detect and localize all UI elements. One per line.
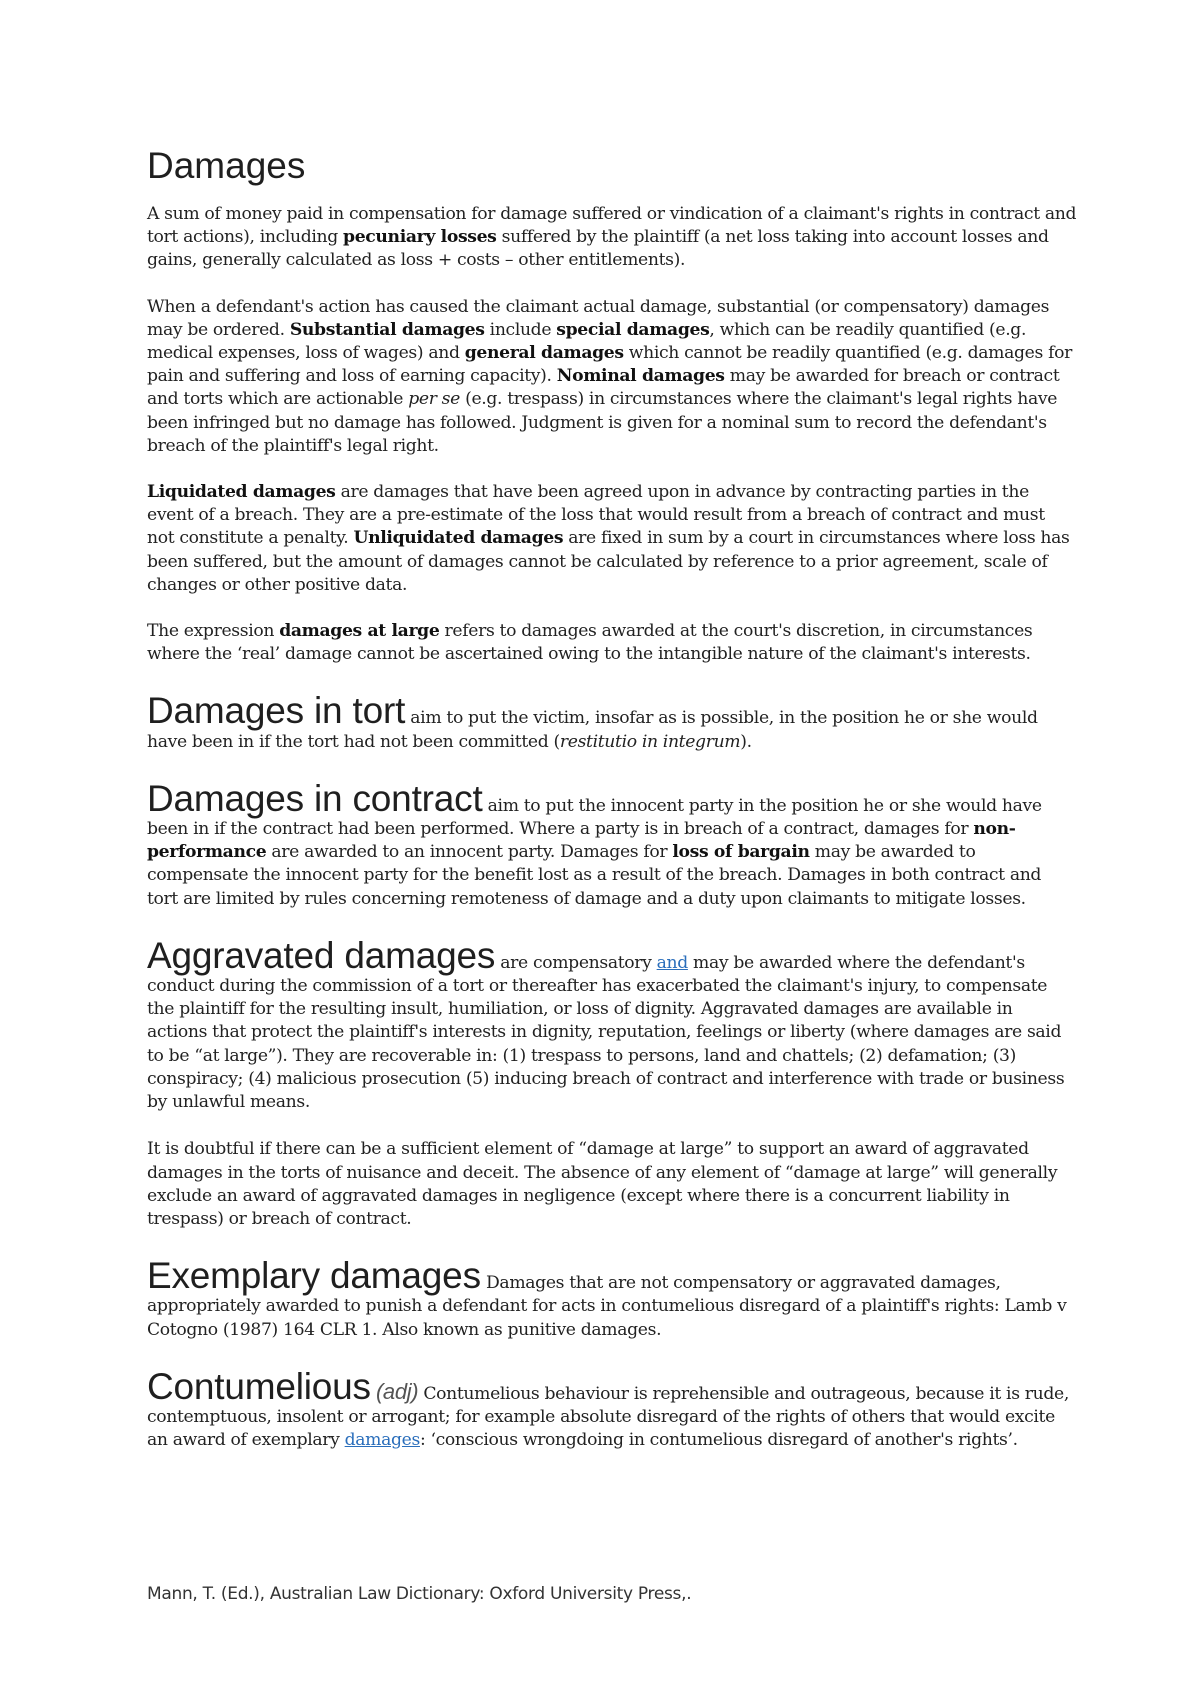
- part-of-speech: (adj): [375, 1378, 419, 1404]
- text-run: may be awarded for breach or contract and torts which are actionable: [147, 366, 1060, 410]
- text-run: Damages that are not compensatory or aggravated damages, appropriately awarded to punish a defendant for acts in contumelious disregard of a plaintiff's rights: Lamb v Cotogno (1987) 164 CLR 1. Also known as punitive damages.: [147, 1273, 1067, 1340]
- term-nominal-damages: Nominal damages: [556, 366, 725, 387]
- text-run: ).: [740, 731, 752, 752]
- term-special-damages: special damages: [556, 319, 710, 340]
- entry-text: [147, 1365, 1077, 1453]
- entry-heading: Contumelious: [147, 1365, 371, 1407]
- text-run: The expression: [147, 621, 280, 642]
- entry-damages-in-tort: [147, 690, 1077, 753]
- text-run: are damages that have been agreed upon in advance by contracting parties in the event of a breach. They are a pre-estimate of the loss that would result from a breach of contract and must not constitute a penalty.: [147, 482, 1045, 549]
- text-run: aim to put the innocent party in the position he or she would have been in if the contract had been performed. Where a party is in breach of a contract, damages for: [147, 795, 1042, 840]
- intro-paragraph-3: [147, 481, 1077, 597]
- entry-heading: Exemplary damages: [147, 1255, 481, 1297]
- text-run: may be awarded to compensate the innocent party for the benefit lost as a result of the breach. Damages in both contract and tort are limited by rules concerning remoteness of damage and a duty upon claimants to mitigate losses.: [147, 842, 1042, 909]
- entry-heading: Damages in tort: [147, 690, 406, 732]
- and-link[interactable]: and: [656, 952, 688, 973]
- text-run: suffered by the plaintiff (a net loss taking into account losses and gains, generally calculated as loss + costs – other entitlements).: [147, 227, 1049, 271]
- citation-footer: Mann, T. (Ed.), Australian Law Dictionary: Oxford University Press,.: [147, 1584, 692, 1604]
- text-run: A sum of money paid in compensation for damage suffered or vindication of a claimant's rights in contract and tort actions), including: [147, 204, 1077, 248]
- text-run: are awarded to an innocent party. Damages for: [266, 842, 673, 863]
- entry-text: [147, 690, 1077, 753]
- term-unliquidated-damages: Unliquidated damages: [353, 528, 564, 549]
- entry-heading: Aggravated damages: [147, 934, 496, 976]
- entry-damages-in-contract: [147, 777, 1077, 911]
- entry-contumelious: [147, 1365, 1077, 1453]
- entry-text: [147, 1255, 1077, 1342]
- term-general-damages: general damages: [464, 343, 624, 364]
- text-run: which cannot be readily quantified (e.g. damages for pain and suffering and loss of earning capacity).: [147, 343, 1072, 387]
- page-title: Damages: [147, 145, 306, 186]
- document-page: [147, 143, 1077, 1476]
- text-run: : ‘conscious wrongdoing in contumelious disregard of another's rights’.: [419, 1430, 1018, 1451]
- term-restitutio: restitutio in integrum: [559, 731, 741, 752]
- entry-exemplary-damages: [147, 1255, 1077, 1342]
- text-run: include: [484, 319, 557, 340]
- text-run: aim to put the victim, insofar as is possible, in the position he or she would have been in if the tort had not been committed (: [147, 708, 1038, 752]
- text-run: (e.g. trespass) in circumstances where the claimant's legal rights have been infringed but no damage has followed. Judgment is given for a nominal sum to record the defendant's breach of the plaintiff's legal right.: [147, 389, 1058, 456]
- text-run: are fixed in sum by a court in circumstances where loss has been suffered, but the amount of damages cannot be calculated by reference to a prior agreement, scale of changes or other positive data.: [147, 528, 1070, 595]
- term-per-se: per se: [408, 389, 460, 410]
- entry-text: [147, 934, 1077, 1114]
- intro-paragraph-1: [147, 203, 1077, 273]
- term-substantial-damages: Substantial damages: [289, 319, 485, 340]
- text-run: , which can be readily quantified (e.g. medical expenses, loss of wages) and: [147, 319, 1027, 364]
- intro-paragraph-4: [147, 620, 1077, 666]
- text-run: may be awarded where the defendant's conduct during the commission of a tort or thereafter has exacerbated the claimant's injury, to compensate the plaintiff for the resulting insult, humiliation, or loss of dignity. Aggravated damages are available in actions that protect the plaintiff's interests in dignity, reputation, feelings or liberty (where damages are said to be “at large”). They are recoverable in: (1) trespass to persons, land and chattels; (2) defamation; (3) conspiracy; (4) malicious prosecution (5) inducing breach of contract and interference with trade or business by unlawful means.: [147, 952, 1065, 1113]
- entry-heading: Damages in contract: [147, 777, 483, 819]
- term-non-performance: non-performance: [147, 819, 1016, 863]
- damages-link[interactable]: damages: [344, 1430, 420, 1451]
- term-pecuniary-losses: pecuniary losses: [343, 227, 497, 248]
- text-run: refers to damages awarded at the court's discretion, in circumstances where the ‘real’ damage cannot be ascertained owing to the intangible nature of the claimant's interests.: [147, 621, 1033, 665]
- text-run: Contumelious behaviour is reprehensible and outrageous, because it is rude, contemptuous, insolent or arrogant; for example absolute disregard of the rights of others that would excite an award of exemplary: [147, 1383, 1069, 1451]
- text-run: When a defendant's action has caused the claimant actual damage, substantial (or compensatory) damages may be ordered.: [147, 296, 1050, 340]
- entry-aggravated-damages: [147, 934, 1077, 1114]
- intro-paragraph-2: [147, 296, 1077, 458]
- term-liquidated-damages: Liquidated damages: [147, 482, 336, 503]
- text-run: are compensatory: [495, 952, 657, 973]
- aggravated-paragraph-2: It is doubtful if there can be a sufficient element of “damage at large” to support an award of aggravated damages in the torts of nuisance and deceit. The absence of any element of “damage at large” will generally exclude an award of aggravated damages in negligence (except where there is a concurrent liability in trespass) or breach of contract.: [147, 1139, 1058, 1229]
- term-damages-at-large: damages at large: [279, 621, 440, 642]
- entry-text: [147, 777, 1077, 911]
- term-loss-of-bargain: loss of bargain: [672, 842, 810, 863]
